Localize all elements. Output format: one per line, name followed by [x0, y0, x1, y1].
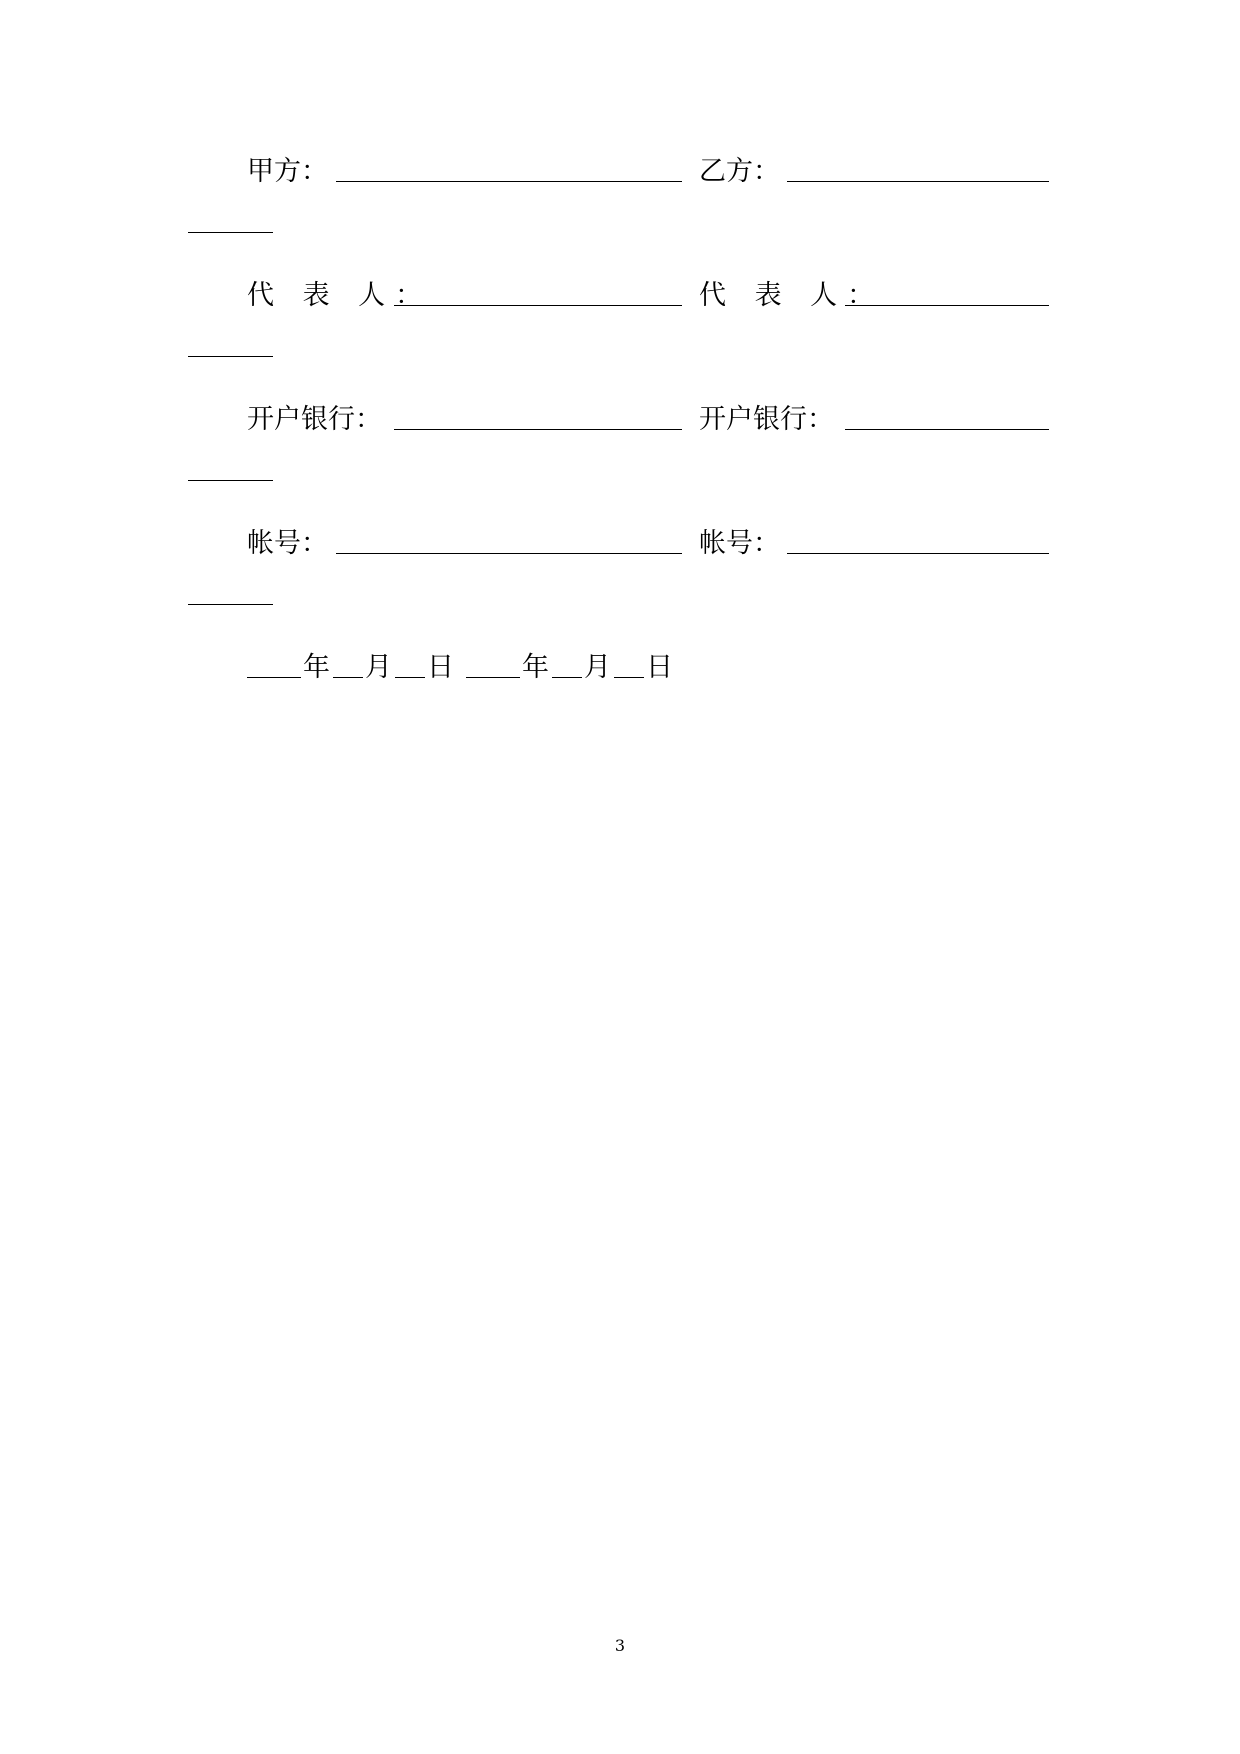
- bank-b-blank[interactable]: [845, 429, 1049, 430]
- account-a-label: 帐号：: [247, 528, 328, 559]
- representative-a-label: 代 表 人：: [247, 280, 433, 311]
- representative-b-label: 代 表 人：: [699, 280, 885, 311]
- representative-a-blank[interactable]: [394, 305, 682, 306]
- date-b-day-blank[interactable]: [614, 677, 644, 678]
- date-a-year-blank[interactable]: [247, 677, 301, 678]
- date-a-year-label: 年: [303, 652, 330, 683]
- date-a-month-label: 月: [365, 652, 392, 683]
- account-b-label: 帐号：: [699, 528, 780, 559]
- bank-a-label: 开户银行：: [247, 404, 382, 435]
- party-a-blank[interactable]: [336, 181, 682, 182]
- party-b-label: 乙方：: [699, 156, 780, 187]
- account-b-blank[interactable]: [787, 553, 1049, 554]
- bank-b-label: 开户银行：: [699, 404, 834, 435]
- date-b-month-label: 月: [584, 652, 611, 683]
- party-b-blank[interactable]: [787, 181, 1049, 182]
- date-a-day-label: 日: [427, 652, 454, 683]
- bank-a-blank[interactable]: [394, 429, 682, 430]
- bank-b-blank-continuation[interactable]: [188, 480, 273, 481]
- date-a-day-blank[interactable]: [395, 677, 425, 678]
- party-b-blank-continuation[interactable]: [188, 232, 273, 233]
- account-b-blank-continuation[interactable]: [188, 604, 273, 605]
- representative-b-blank[interactable]: [845, 305, 1049, 306]
- date-a-month-blank[interactable]: [333, 677, 363, 678]
- account-a-blank[interactable]: [336, 553, 682, 554]
- page-number: 3: [614, 1636, 626, 1655]
- representative-b-blank-continuation[interactable]: [188, 356, 273, 357]
- date-b-year-label: 年: [522, 652, 549, 683]
- date-b-month-blank[interactable]: [552, 677, 582, 678]
- date-b-day-label: 日: [646, 652, 673, 683]
- date-b-year-blank[interactable]: [466, 677, 520, 678]
- party-a-label: 甲方：: [247, 156, 328, 187]
